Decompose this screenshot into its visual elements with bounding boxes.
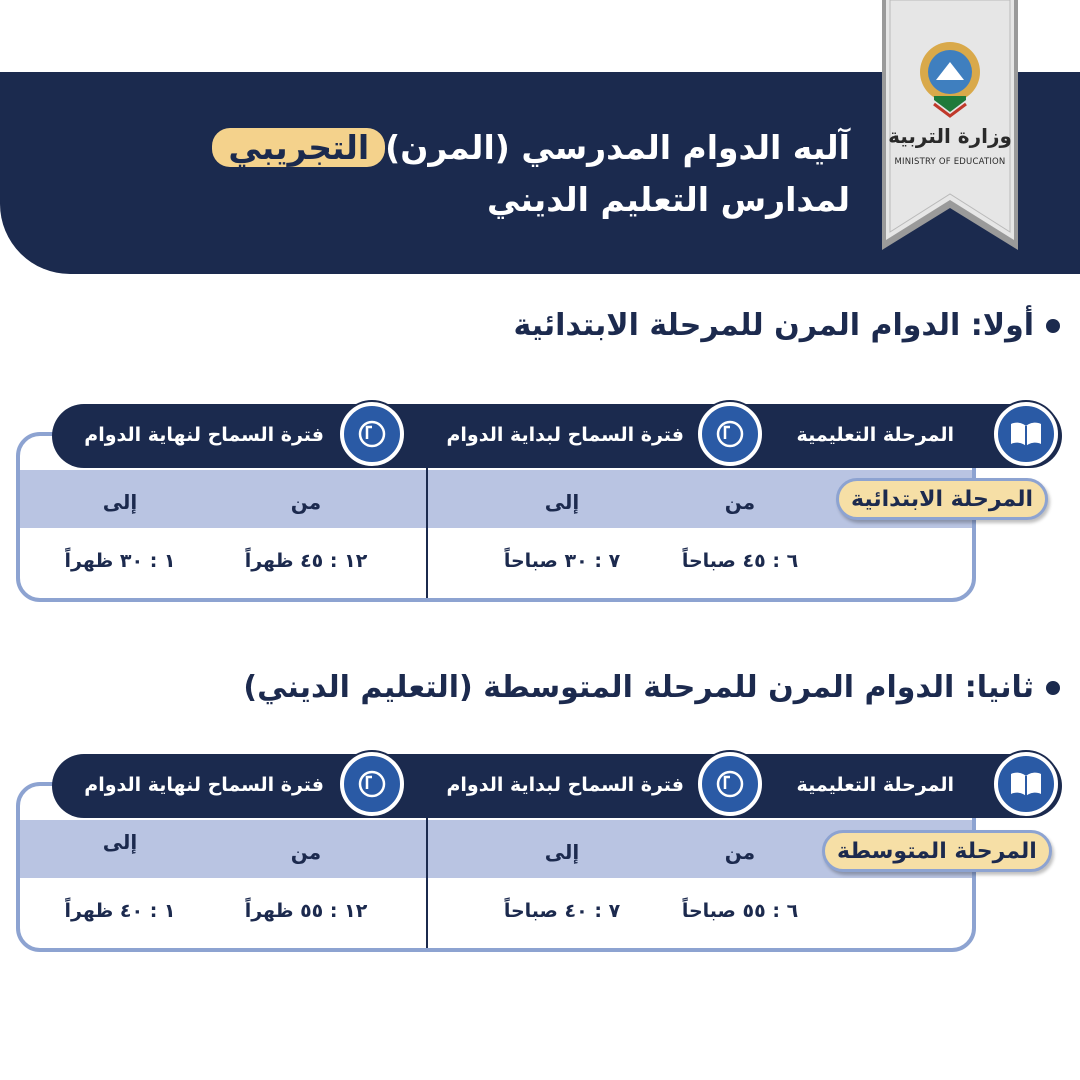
col-start-from: من bbox=[724, 490, 756, 514]
start-to-time: ٧ : ٣٠ صباحاً bbox=[503, 550, 621, 572]
col-start-to: إلى bbox=[544, 840, 580, 864]
start-from-time: ٦ : ٤٥ صباحاً bbox=[681, 550, 799, 572]
header-end-label: فترة السماح لنهاية الدوام bbox=[84, 424, 324, 446]
book-icon bbox=[994, 402, 1058, 466]
column-divider bbox=[426, 816, 428, 952]
book-icon bbox=[994, 752, 1058, 816]
col-start-to: إلى bbox=[544, 490, 580, 514]
col-end-from: من bbox=[290, 840, 322, 864]
end-from-time: ١٢ : ٥٥ ظهراً bbox=[244, 900, 368, 922]
logo-name-arabic: وزارة التربية bbox=[888, 124, 1012, 148]
end-to-time: ١ : ٣٠ ظهراً bbox=[64, 550, 176, 572]
title-highlight: التجريبي bbox=[212, 128, 385, 167]
section-heading-text: أولا: الدوام المرن للمرحلة الابتدائية bbox=[513, 308, 1034, 343]
clock-icon bbox=[698, 752, 762, 816]
col-start-from: من bbox=[724, 840, 756, 864]
col-end-to: إلى bbox=[102, 490, 138, 514]
logo-name-english: MINISTRY OF EDUCATION bbox=[894, 157, 1006, 167]
header-end-label: فترة السماح لنهاية الدوام bbox=[84, 774, 324, 796]
page-title-line2: لمدارس التعليم الديني bbox=[486, 180, 850, 219]
clock-icon bbox=[698, 402, 762, 466]
start-from-time: ٦ : ٥٥ صباحاً bbox=[681, 900, 799, 922]
page-title-line1 bbox=[202, 128, 850, 167]
header-start-label: فترة السماح لبداية الدوام bbox=[446, 424, 684, 446]
end-from-time: ١٢ : ٤٥ ظهراً bbox=[244, 550, 368, 572]
column-divider bbox=[426, 466, 428, 602]
title-text: آليه الدوام المدرسي (المرن) bbox=[385, 128, 850, 167]
clock-icon bbox=[340, 402, 404, 466]
bullet-icon bbox=[1046, 681, 1060, 695]
section-heading-text: ثانيا: الدوام المرن للمرحلة المتوسطة (التعليم الديني) bbox=[243, 670, 1034, 705]
header-stage-label: المرحلة التعليمية bbox=[796, 424, 954, 446]
stage-badge-primary: المرحلة الابتدائية bbox=[836, 478, 1048, 520]
clock-icon bbox=[340, 752, 404, 816]
header-stage-label: المرحلة التعليمية bbox=[796, 774, 954, 796]
section-heading-intermediate bbox=[243, 670, 1060, 705]
col-end-to: إلى bbox=[102, 830, 138, 854]
end-to-time: ١ : ٤٠ ظهراً bbox=[64, 900, 176, 922]
stage-badge-intermediate: المرحلة المتوسطة bbox=[822, 830, 1052, 872]
col-end-from: من bbox=[290, 490, 322, 514]
start-to-time: ٧ : ٤٠ صباحاً bbox=[503, 900, 621, 922]
section-heading-primary bbox=[513, 308, 1060, 343]
bullet-icon bbox=[1046, 319, 1060, 333]
header-start-label: فترة السماح لبداية الدوام bbox=[446, 774, 684, 796]
